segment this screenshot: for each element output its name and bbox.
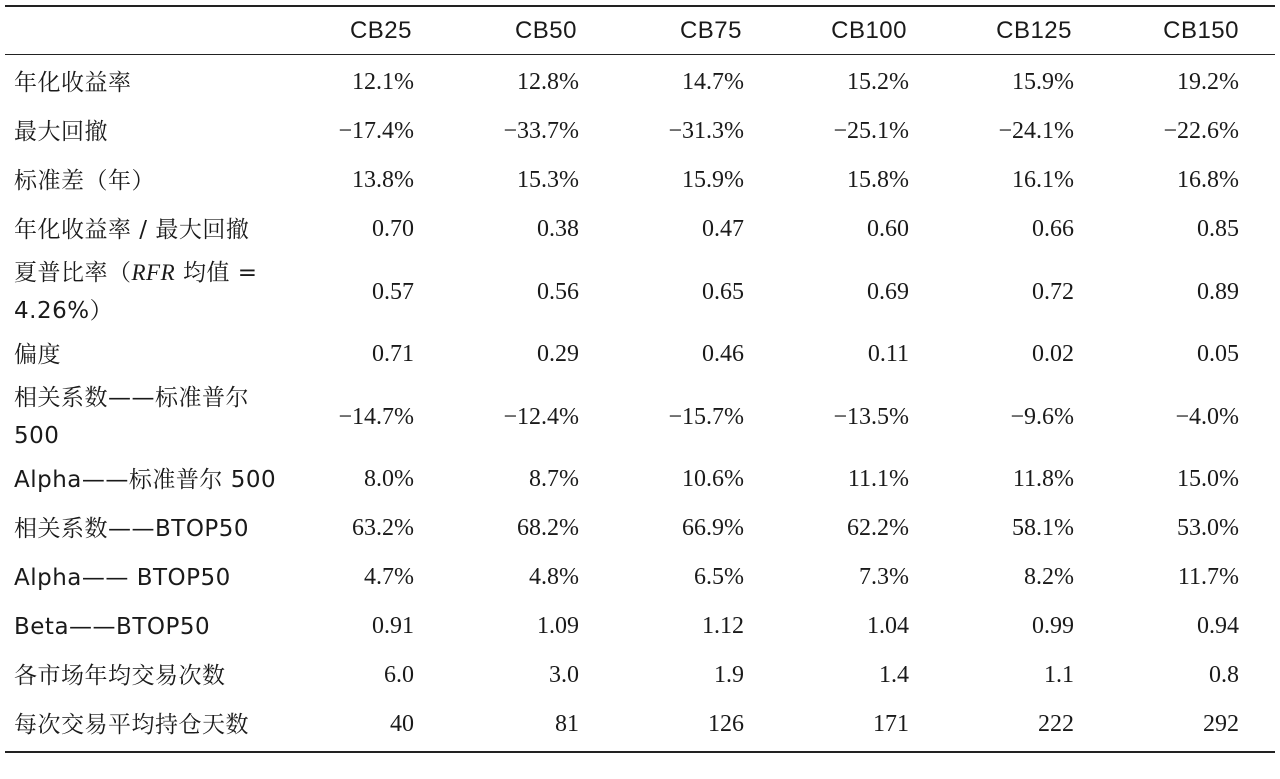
table-cell: 7.3% bbox=[859, 564, 909, 590]
table-row bbox=[5, 455, 1275, 504]
table-cell: 15.9% bbox=[1012, 69, 1074, 95]
table-cell: 1.12 bbox=[702, 613, 744, 639]
table-row bbox=[5, 254, 1275, 330]
table-row bbox=[5, 205, 1275, 254]
table-cell: 58.1% bbox=[1012, 515, 1074, 541]
table-cell: 0.85 bbox=[1197, 216, 1239, 242]
row-label: Alpha—— BTOP50 bbox=[14, 564, 231, 591]
table-cell: 0.38 bbox=[537, 216, 579, 242]
table-cell: −24.1% bbox=[998, 118, 1074, 144]
table-cell: 0.47 bbox=[702, 216, 744, 242]
table-row bbox=[5, 156, 1275, 205]
table-cell: −13.5% bbox=[833, 403, 909, 430]
column-header: CB50 bbox=[448, 7, 613, 55]
row-label-part: 夏普比率（ bbox=[14, 260, 132, 286]
row-label: 每次交易平均持仓天数 bbox=[14, 711, 249, 738]
table-cell: 171 bbox=[873, 711, 909, 737]
column-header: CB25 bbox=[283, 7, 448, 55]
table-cell: 13.8% bbox=[352, 167, 414, 193]
table-cell: 4.7% bbox=[364, 564, 414, 590]
table-cell: 11.8% bbox=[1012, 466, 1074, 492]
row-label-italic: RFR bbox=[131, 260, 176, 285]
column-header: CB125 bbox=[943, 7, 1108, 55]
table-row bbox=[5, 55, 1275, 108]
table-cell: −15.7% bbox=[668, 403, 744, 430]
table-cell: 16.8% bbox=[1177, 167, 1239, 193]
row-label: Alpha——标准普尔 500 bbox=[14, 466, 277, 493]
header-row bbox=[5, 7, 1275, 55]
table-cell: −17.4% bbox=[338, 118, 414, 144]
row-label: 年化收益率 bbox=[14, 69, 132, 96]
table-cell: 4.8% bbox=[529, 564, 579, 590]
table-cell: 8.0% bbox=[364, 466, 414, 492]
table-cell: 15.2% bbox=[847, 69, 909, 95]
table-cell: 0.89 bbox=[1197, 278, 1239, 305]
table-cell: −33.7% bbox=[503, 118, 579, 144]
table-cell: 0.57 bbox=[372, 278, 414, 305]
row-label: 标准差（年） bbox=[14, 167, 155, 194]
table-cell: 81 bbox=[555, 711, 579, 737]
column-header: CB150 bbox=[1108, 7, 1275, 55]
table-cell: 0.70 bbox=[372, 216, 414, 242]
row-label: 相关系数——标准普尔 500 bbox=[14, 385, 249, 449]
table-row bbox=[5, 651, 1275, 700]
table-cell: 222 bbox=[1038, 711, 1074, 737]
table-cell: 0.11 bbox=[867, 341, 909, 367]
performance-stats-table bbox=[5, 7, 1275, 751]
table-cell: 14.7% bbox=[682, 69, 744, 95]
table-cell: 63.2% bbox=[352, 515, 414, 541]
table-cell: −14.7% bbox=[338, 403, 414, 430]
row-label bbox=[5, 254, 283, 330]
table-cell: 12.1% bbox=[352, 69, 414, 95]
table-cell: 0.29 bbox=[537, 341, 579, 367]
table-cell: −22.6% bbox=[1163, 118, 1239, 144]
table-cell: 1.09 bbox=[537, 613, 579, 639]
table-cell: 6.0 bbox=[384, 662, 414, 688]
table-cell: 0.8 bbox=[1209, 662, 1239, 688]
table-cell: 3.0 bbox=[549, 662, 579, 688]
table-cell: 0.66 bbox=[1032, 216, 1074, 242]
row-label-part: 均值 = 4.26%） bbox=[14, 260, 258, 324]
table-cell: 16.1% bbox=[1012, 167, 1074, 193]
table-cell: 126 bbox=[708, 711, 744, 737]
table-cell: 10.6% bbox=[682, 466, 744, 492]
table-cell: 0.99 bbox=[1032, 613, 1074, 639]
table-cell: 1.1 bbox=[1044, 662, 1074, 688]
table-cell: 0.71 bbox=[372, 341, 414, 367]
header-corner bbox=[5, 7, 283, 55]
table-cell: −4.0% bbox=[1175, 403, 1239, 430]
table-row bbox=[5, 553, 1275, 602]
table-cell: 292 bbox=[1203, 711, 1239, 737]
table-row bbox=[5, 330, 1275, 379]
table-cell: 8.7% bbox=[529, 466, 579, 492]
table-cell: −31.3% bbox=[668, 118, 744, 144]
table-cell: 8.2% bbox=[1024, 564, 1074, 590]
table-cell: 0.60 bbox=[867, 216, 909, 242]
table-cell: 1.4 bbox=[879, 662, 909, 688]
table-row bbox=[5, 700, 1275, 751]
table-cell: −12.4% bbox=[503, 403, 579, 430]
column-header: CB75 bbox=[613, 7, 778, 55]
table-cell: 0.91 bbox=[372, 613, 414, 639]
row-label: 各市场年均交易次数 bbox=[14, 662, 226, 689]
table-cell: −9.6% bbox=[1010, 403, 1074, 430]
table-row bbox=[5, 602, 1275, 651]
table-cell: 1.04 bbox=[867, 613, 909, 639]
table-row bbox=[5, 504, 1275, 553]
table-cell: 15.8% bbox=[847, 167, 909, 193]
table-cell: 6.5% bbox=[694, 564, 744, 590]
table-cell: 15.9% bbox=[682, 167, 744, 193]
table-cell: 15.3% bbox=[517, 167, 579, 193]
row-label: 最大回撤 bbox=[14, 118, 108, 145]
table-cell: 1.9 bbox=[714, 662, 744, 688]
table-cell: 68.2% bbox=[517, 515, 579, 541]
table-cell: −25.1% bbox=[833, 118, 909, 144]
table-cell: 19.2% bbox=[1177, 69, 1239, 95]
table-cell: 0.46 bbox=[702, 341, 744, 367]
column-header: CB100 bbox=[778, 7, 943, 55]
table-row bbox=[5, 379, 1275, 455]
table-cell: 11.7% bbox=[1177, 564, 1239, 590]
table-cell: 0.69 bbox=[867, 278, 909, 305]
stats-table-container bbox=[5, 5, 1275, 753]
row-label: 偏度 bbox=[14, 341, 61, 368]
table-cell: 11.1% bbox=[847, 466, 909, 492]
table-cell: 0.72 bbox=[1032, 278, 1074, 305]
table-cell: 0.65 bbox=[702, 278, 744, 305]
row-label: 年化收益率 / 最大回撤 bbox=[14, 216, 250, 243]
table-cell: 62.2% bbox=[847, 515, 909, 541]
table-cell: 53.0% bbox=[1177, 515, 1239, 541]
table-cell: 0.94 bbox=[1197, 613, 1239, 639]
table-cell: 12.8% bbox=[517, 69, 579, 95]
table-row bbox=[5, 107, 1275, 156]
table-cell: 66.9% bbox=[682, 515, 744, 541]
row-label: 相关系数——BTOP50 bbox=[14, 515, 250, 542]
table-cell: 15.0% bbox=[1177, 466, 1239, 492]
row-label: Beta——BTOP50 bbox=[14, 613, 211, 640]
table-cell: 0.56 bbox=[537, 278, 579, 305]
table-cell: 0.02 bbox=[1032, 341, 1074, 367]
table-cell: 0.05 bbox=[1197, 341, 1239, 367]
table-cell: 40 bbox=[390, 711, 414, 737]
